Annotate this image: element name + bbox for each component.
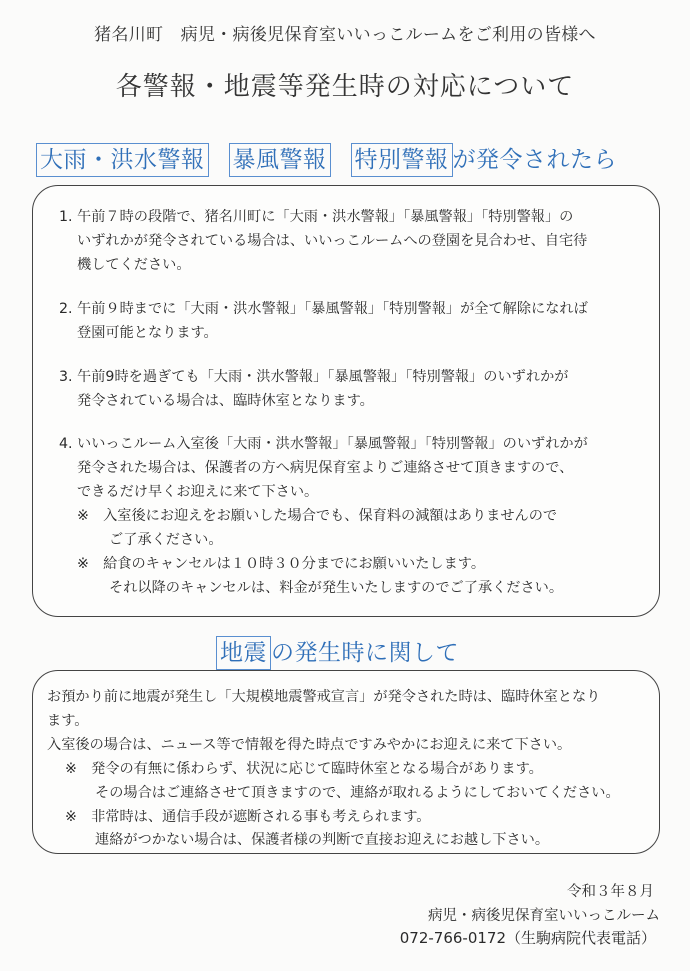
heading-term-rain-flood: 大雨・洪水警報	[36, 143, 209, 177]
earthquake-panel	[32, 670, 660, 854]
eq-line-2: ます。	[47, 713, 89, 729]
item-4-line-2: 発令された場合は、保護者の方へ病児保育室よりご連絡させて頂きますので、	[77, 460, 574, 476]
heading-suffix: の発生時に関して	[271, 640, 459, 666]
note-2-line-2: それ以降のキャンセルは、料金が発生いたしますのでご了承ください。	[109, 580, 564, 596]
eq-note-1-line-1: ※ 発令の有無に係わらず、状況に応じて臨時休室となる場合があります。	[65, 761, 543, 777]
page-title: 各警報・地震等発生時の対応について	[115, 72, 575, 102]
warnings-panel	[32, 185, 660, 617]
item-2-line-2: 登園可能となります。	[77, 325, 218, 341]
issue-date: 令和３年８月	[567, 884, 654, 900]
item-1-line-3: 機してください。	[77, 257, 191, 273]
item-1-line-2: いずれかが発令されている場合は、いいっこルームへの登園を見合わせ、自宅待	[77, 233, 588, 249]
section-heading-warnings	[36, 141, 617, 177]
eq-note-2-line-1: ※ 非常時は、通信手段が遮断される事も考えられます。	[65, 809, 431, 825]
eq-note-1-line-2: その場合はご連絡させて頂きますので、連絡が取れるようにしておいてください。	[95, 785, 620, 801]
item-4-line-1: 4. いいっこルーム入室後「大雨・洪水警報」「暴風警報」「特別警報」のいずれかが	[59, 436, 588, 452]
item-4-line-3: できるだけ早くお迎えに来て下さい。	[77, 484, 319, 500]
heading-term-storm: 暴風警報	[229, 143, 331, 177]
note-2-line-1: ※ 給食のキャンセルは１０時３０分までにお願いいたします。	[77, 556, 486, 572]
phone-number: 072-766-0172（生駒病院代表電話）	[399, 929, 656, 947]
eq-note-2-line-2: 連絡がつかない場合は、保護者様の判断で直接お迎えにお越し下さい。	[95, 832, 550, 848]
item-3-line-2: 発令されている場合は、臨時休室となります。	[77, 393, 374, 409]
eq-line-1: お預かり前に地震が発生し「大規模地震警戒宣言」が発令された時は、臨時休室となり	[47, 689, 601, 705]
item-3-line-1: 3. 午前9時を過ぎても「大雨・洪水警報」「暴風警報」「特別警報」のいずれかが	[59, 369, 569, 385]
section-heading-earthquake	[216, 634, 459, 670]
note-1-line-1: ※ 入室後にお迎えをお願いした場合でも、保育料の減額はありませんので	[77, 508, 558, 524]
item-2-line-1: 2. 午前９時までに「大雨・洪水警報」「暴風警報」「特別警報」が全て解除になれば	[59, 301, 588, 317]
item-1-line-1: 1. 午前７時の段階で、猪名川町に「大雨・洪水警報」「暴風警報」「特別警報」の	[59, 209, 574, 225]
organization-name: 病児・病後児保育室いいっこルーム	[428, 908, 660, 924]
notice-recipient-line: 猪名川町 病児・病後児保育室いいっこルームをご利用の皆様へ	[94, 25, 596, 45]
heading-term-earthquake: 地震	[216, 636, 271, 670]
eq-line-3: 入室後の場合は、ニュース等で情報を得た時点ですみやかにお迎えに来て下さい。	[47, 737, 572, 753]
note-1-line-2: ご了承ください。	[109, 532, 223, 548]
heading-term-special: 特別警報	[351, 143, 453, 177]
heading-suffix: が発令されたら	[452, 147, 617, 173]
